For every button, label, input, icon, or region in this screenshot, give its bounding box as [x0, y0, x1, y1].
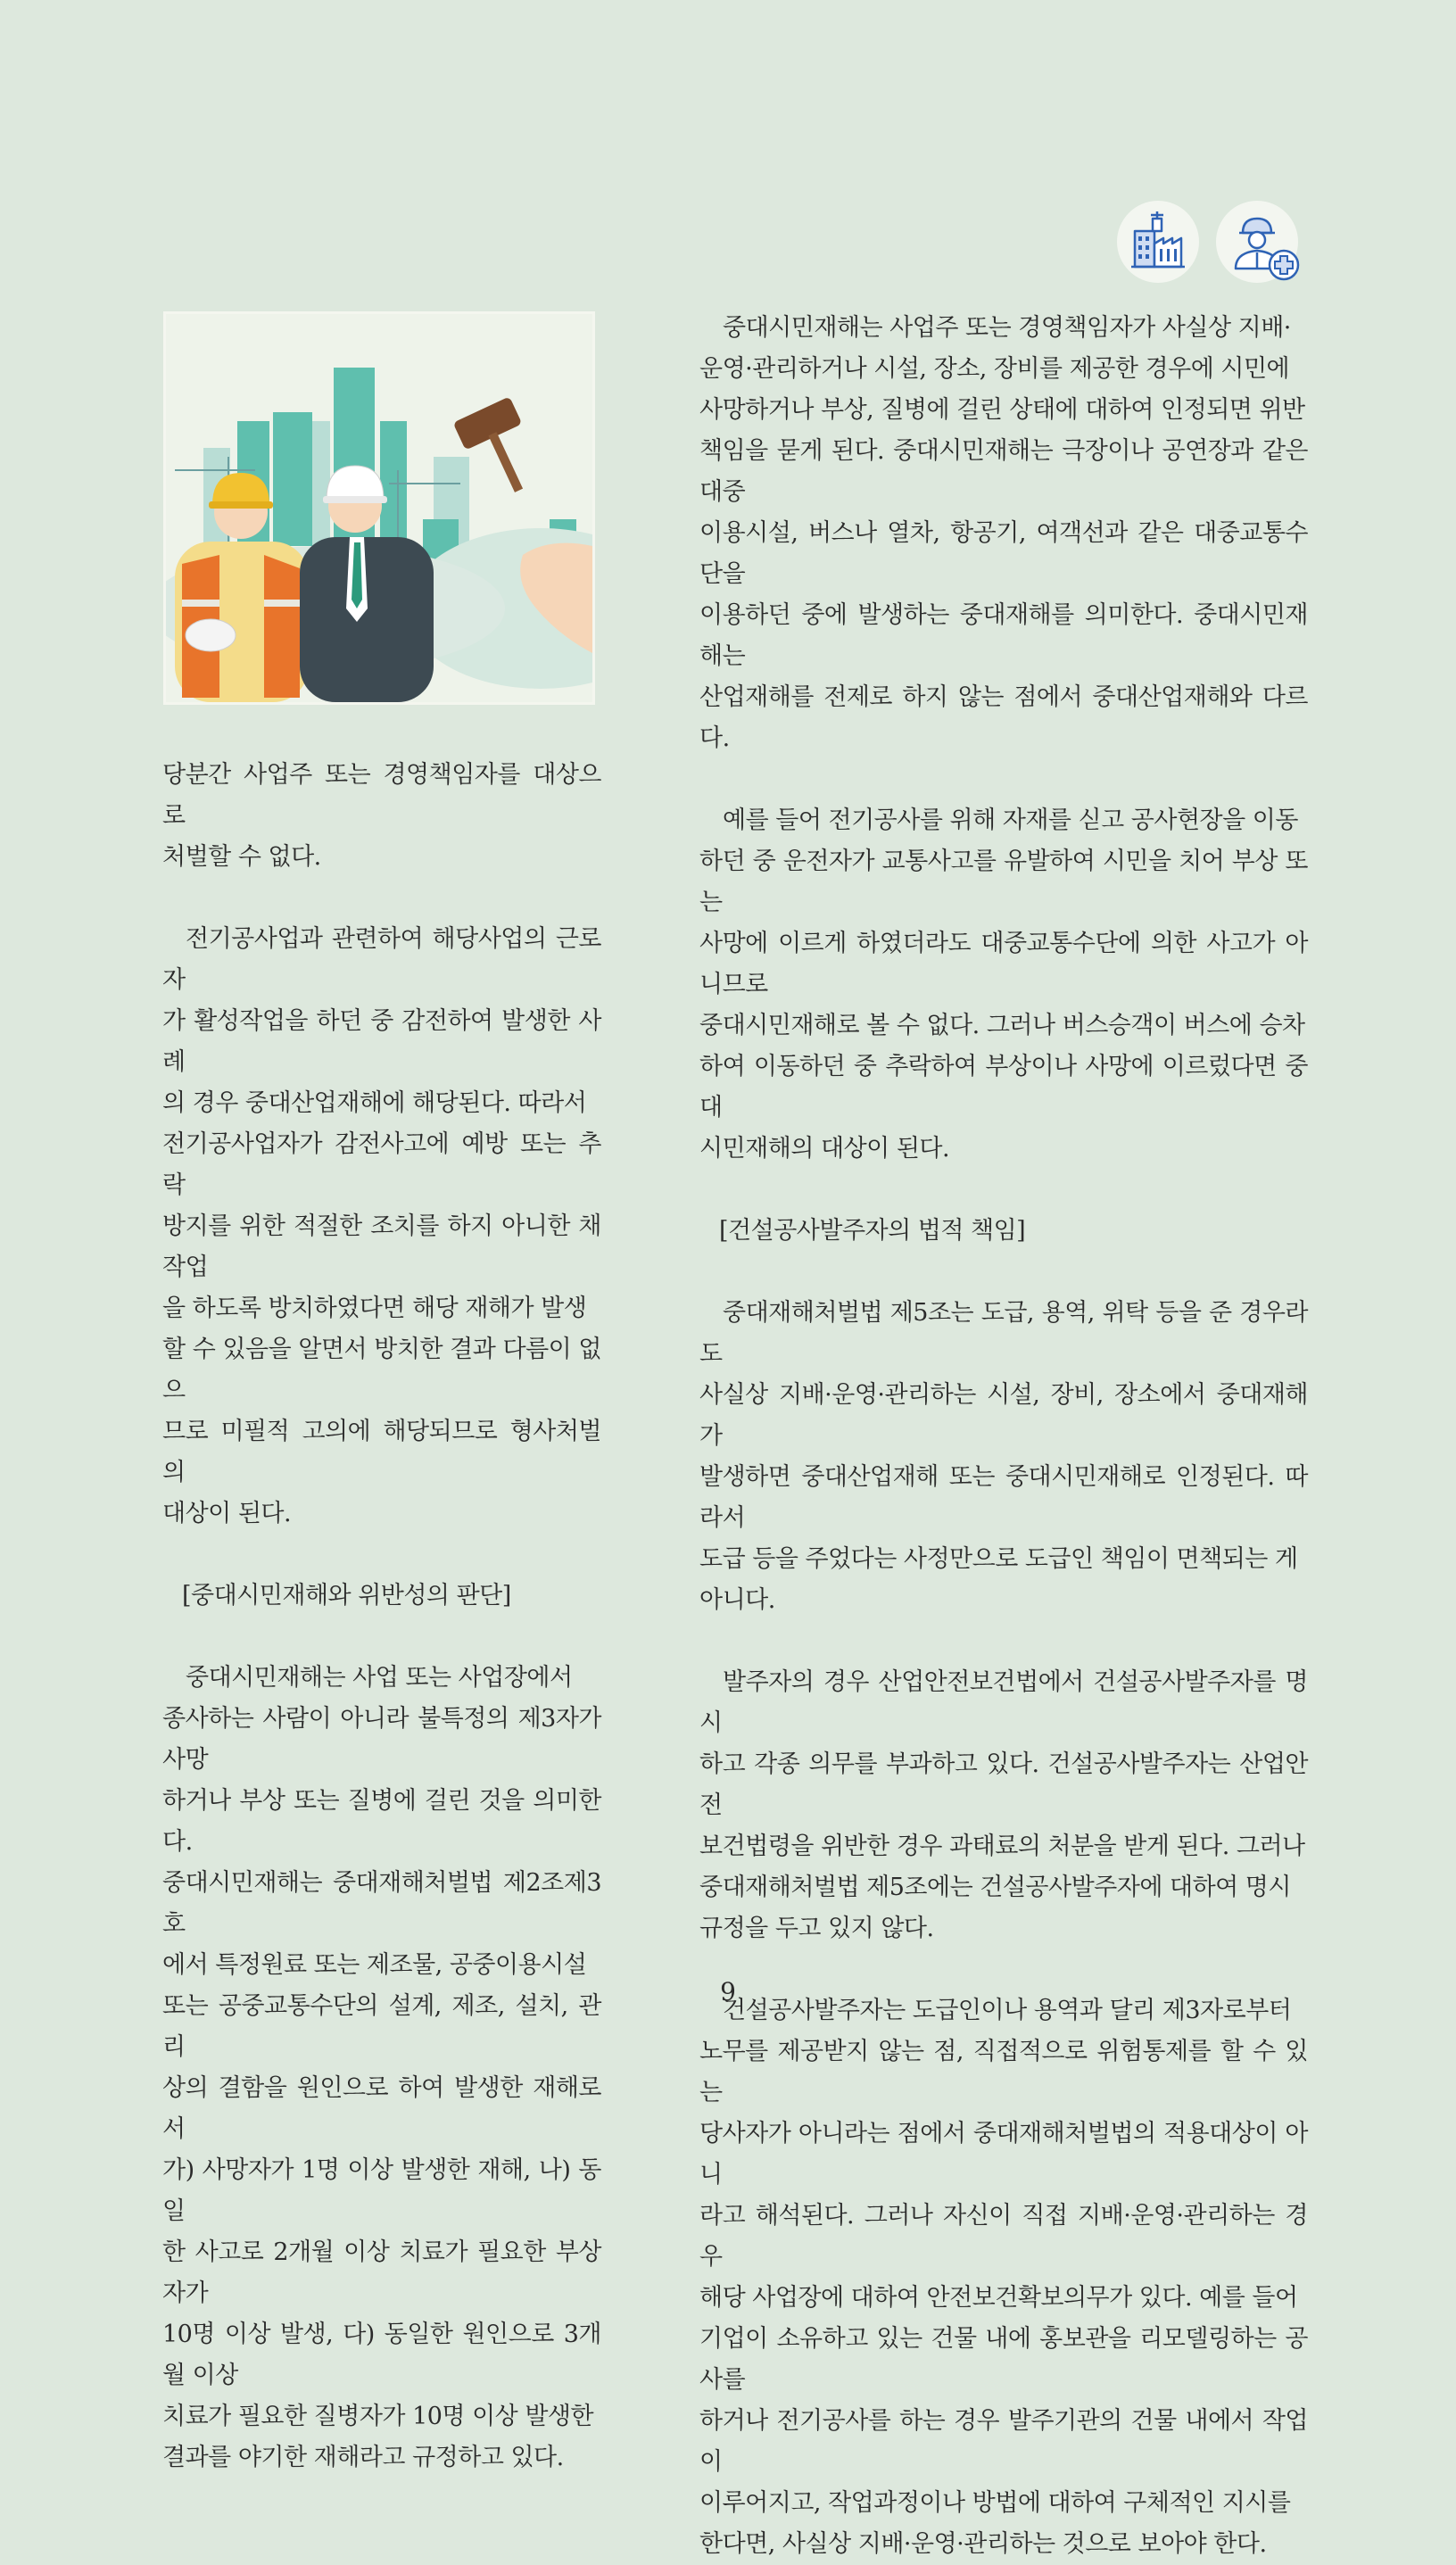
- paragraph-electrical-work: 전기공사업과 관련하여 해당사업의 근로자 가 활성작업을 하던 중 감전하여 발생한 사례 의 경우 중대산업재해에 해당된다. 따라서 전기공사업자가 감전사고에 예방 또는 추락 방지를 위한 적절한 조치를 하지 아니한 채 작업 을 하도록 방치하였다면 해당 재해가 발생 할 수 있음을 알면서 방치한 결과 다름이 없으 므로 미필적 고의에 해당되므로 형사처벌의 대상이 된다.: [162, 925, 601, 1527]
- paragraph-article5: 중대재해처벌법 제5조는 도급, 용역, 위탁 등을 준 경우라도 사실상 지배·운영·관리하는 시설, 장비, 장소에서 중대재해가 발생하면 중대산업재해 또는 중대시민재해로 인정된다. 따라서 도급 등을 주었다는 사정만으로 도급인 책임이 면책되는 게 아니다.: [699, 1299, 1308, 1614]
- paragraph-client-obligations: 발주자의 경우 산업안전보건법에서 건설공사발주자를 명시 하고 각종 의무를 부과하고 있다. 건설공사발주자는 산업안전 보건법령을 위반한 경우 과태료의 처분을 받게 된다. 그러나 중대재해처벌법 제5조에는 건설공사발주자에 대하여 명시 규정을 두고 있지 않다.: [699, 1668, 1308, 1942]
- factory-building-icon: [1117, 201, 1199, 283]
- paragraph-example-traffic-accident: 예를 들어 전기공사를 위해 자재를 싣고 공사현장을 이동 하던 중 운전자가 교통사고를 유발하여 시민을 치어 부상 또는 사망에 이르게 하였더라도 대중교통수단에 의한 사고가 아니므로 중대시민재해로 볼 수 없다. 그러나 버스승객이 버스에 승차 하여 이동하던 중 추락하여 부상이나 사망에 이르렀다면 중대 시민재해의 대상이 된다.: [699, 807, 1308, 1163]
- section-heading-citizen-disaster: [중대시민재해와 위반성의 판단]: [182, 1582, 511, 1609]
- worker-medical-plus-icon: [1216, 201, 1298, 283]
- construction-workers-gavel-illustration: [163, 311, 595, 705]
- left-column: [162, 755, 601, 2478]
- section-heading-client-liability: [건설공사발주자의 법적 책임]: [719, 1217, 1026, 1245]
- page-number: 9: [720, 1977, 736, 2006]
- paragraph-citizen-disaster-definition: 중대시민재해는 사업 또는 사업장에서 종사하는 사람이 아니라 불특정의 제3자가 사망 하거나 부상 또는 질병에 걸린 것을 의미한다. 중대시민재해는 중대재해처벌법 제2조제3호 에서 특정원료 또는 제조물, 공중이용시설 또는 공중교통수단의 설계, 제조, 설치, 관리 상의 결함을 원인으로 하여 발생한 재해로서 가) 사망자가 1명 이상 발생한 재해, 나) 동일 한 사고로 2개월 이상 치료가 필요한 부상자가 10명 이상 발생, 다) 동일한 원인으로 3개월 이상 치료가 필요한 질병자가 10명 이상 발생한 결과를 야기한 재해라고 규정하고 있다.: [162, 1664, 601, 2471]
- paragraph-intro: 당분간 사업주 또는 경영책임자를 대상으로 처벌할 수 없다.: [162, 761, 601, 871]
- paragraph-citizen-disaster-responsibility: 중대시민재해는 사업주 또는 경영책임자가 사실상 지배· 운영·관리하거나 시설, 장소, 장비를 제공한 경우에 시민에 사망하거나 부상, 질병에 걸린 상태에 대하여 인정되면 위반 책임을 묻게 된다. 중대시민재해는 극장이나 공연장과 같은 대중 이용시설, 버스나 열차, 항공기, 여객선과 같은 대중교통수단을 이용하던 중에 발생하는 중대재해를 의미한다. 중대시민재해는 산업재해를 전제로 하지 않는 점에서 중대산업재해와 다르다.: [699, 314, 1308, 752]
- paragraph-client-interpretation: 건설공사발주자는 도급인이나 용역과 달리 제3자로부터 노무를 제공받지 않는 점, 직접적으로 위험통제를 할 수 있는 당사자가 아니라는 점에서 중대재해처벌법의 적용대상이 아니 라고 해석된다. 그러나 자신이 직접 지배·운영·관리하는 경우 해당 사업장에 대하여 안전보건확보의무가 있다. 예를 들어 기업이 소유하고 있는 건물 내에 홍보관을 리모델링하는 공사를 하거나 전기공사를 하는 경우 발주기관의 건물 내에서 작업이 이루어지고, 작업과정이나 방법에 대하여 구체적인 지시를 한다면, 사실상 지배·운영·관리하는 것으로 보아야 한다.: [699, 1997, 1308, 2558]
- right-column: [699, 308, 1308, 2565]
